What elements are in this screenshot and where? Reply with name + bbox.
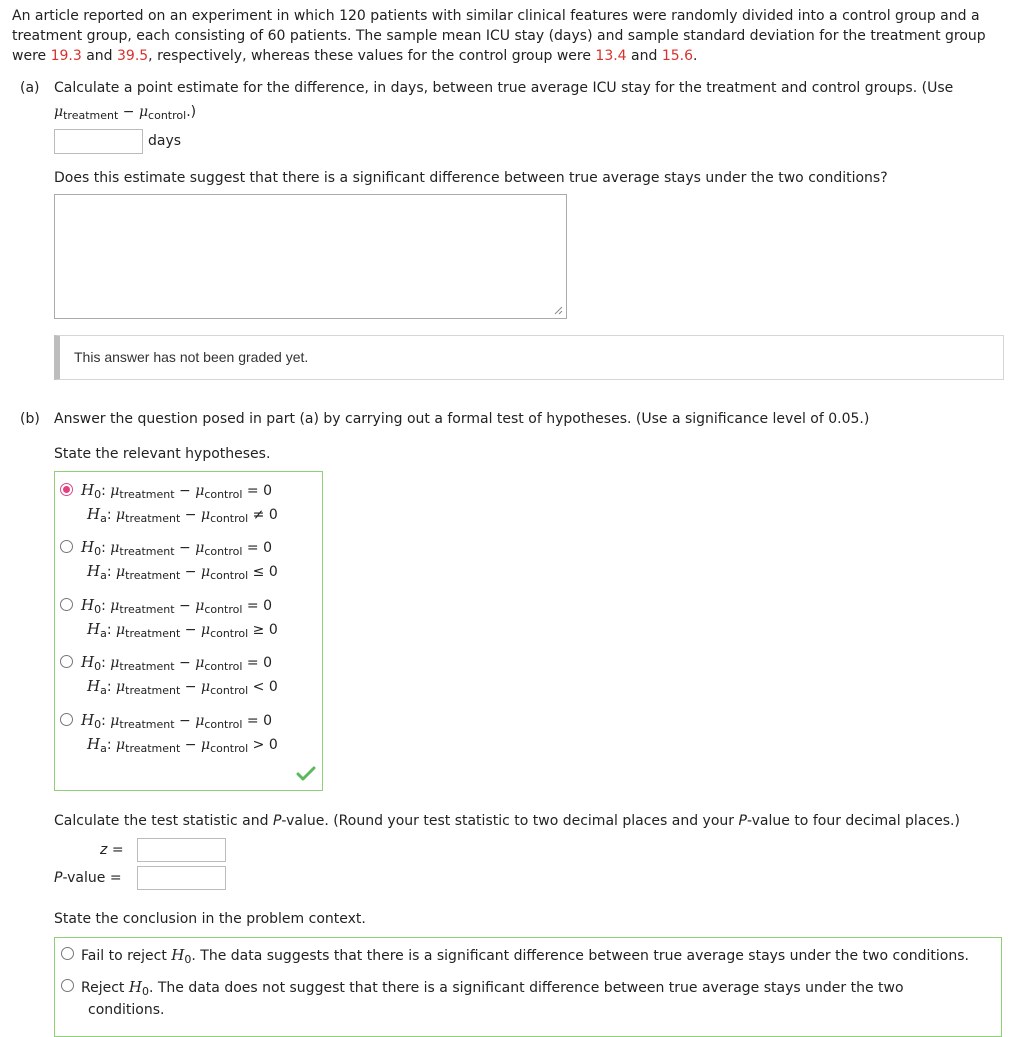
- alt-hypothesis-3[interactable]: $H_a$: $\mu_{treatment} - \mu_{control} \ge 0$: [87, 620, 278, 640]
- test-statistic-prompt: Calculate the test statistic and P-value. (Round your test statistic to two decimal places and your P-value to four decimal places.): [54, 813, 960, 829]
- z-input[interactable]: [137, 838, 226, 862]
- z-label: z =: [100, 842, 124, 858]
- part-b-question: Answer the question posed in part (a) by carrying out a formal test of hypotheses. (Use a significance level of 0.05.): [54, 411, 870, 427]
- conclusion-option-reject[interactable]: Reject $H_0$. The data does not suggest that there is a significant difference between true average stays under the two: [81, 978, 904, 998]
- alt-hypothesis-4[interactable]: $H_a$: $\mu_{treatment} - \mu_{control} < 0$: [87, 677, 278, 697]
- control-sd-value: 15.6: [661, 48, 693, 64]
- null-hypothesis-1[interactable]: $H_0$: $\mu_{treatment} - \mu_{control} = 0$: [81, 481, 272, 501]
- conclusion-radio-fail-to-reject[interactable]: [61, 947, 74, 960]
- significance-question: Does this estimate suggest that there is a significant difference between true average stays under the two conditions?: [54, 170, 888, 186]
- alt-hypothesis-5[interactable]: $H_a$: $\mu_{treatment} - \mu_{control} > 0$: [87, 735, 278, 755]
- null-hypothesis-5[interactable]: $H_0$: $\mu_{treatment} - \mu_{control} = 0$: [81, 711, 272, 731]
- part-a-formula: $\mu_{treatment} - \mu_{control}$.): [54, 104, 197, 122]
- part-a-label: (a): [20, 80, 40, 96]
- conclusion-prompt: State the conclusion in the problem context.: [54, 911, 366, 927]
- null-hypothesis-4[interactable]: $H_0$: $\mu_{treatment} - \mu_{control} = 0$: [81, 653, 272, 673]
- p-value-input[interactable]: [137, 866, 226, 890]
- treatment-sd-value: 39.5: [117, 48, 149, 64]
- conclusion-radio-reject[interactable]: [61, 979, 74, 992]
- part-b-label: (b): [20, 411, 40, 427]
- point-estimate-input[interactable]: [54, 129, 143, 154]
- resize-grip-icon[interactable]: [554, 306, 563, 315]
- hypothesis-radio-3[interactable]: [60, 598, 73, 611]
- correct-check-icon: [296, 766, 316, 782]
- alt-hypothesis-1[interactable]: $H_a$: $\mu_{treatment} - \mu_{control} \ne 0$: [87, 505, 278, 525]
- control-mean-value: 13.4: [595, 48, 627, 64]
- significance-answer-textarea[interactable]: [54, 194, 567, 319]
- hypothesis-radio-1[interactable]: [60, 483, 73, 496]
- p-value-label: P-value =: [54, 870, 122, 886]
- conclusion-option-reject-cont: conditions.: [88, 1002, 165, 1018]
- part-a-question: Calculate a point estimate for the difference, in days, between true average ICU stay for the treatment and control groups. (Use: [54, 80, 954, 96]
- hypothesis-radio-2[interactable]: [60, 540, 73, 553]
- problem-intro: An article reported on an experiment in which 120 patients with similar clinical features were randomly divided into a control group and a treatment group, each consisting of 60 patients. The sample mean ICU stay (days) and sample standard deviation for the treatment group were 19.3 and 39.5, respectively, whereas these values for the control group were 13.4 and 15.6.: [12, 8, 986, 64]
- state-hypotheses-prompt: State the relevant hypotheses.: [54, 446, 271, 462]
- alt-hypothesis-2[interactable]: $H_a$: $\mu_{treatment} - \mu_{control} \le 0$: [87, 562, 278, 582]
- null-hypothesis-3[interactable]: $H_0$: $\mu_{treatment} - \mu_{control} = 0$: [81, 596, 272, 616]
- hypothesis-radio-4[interactable]: [60, 655, 73, 668]
- grading-status: This answer has not been graded yet.: [54, 335, 1004, 380]
- days-unit-label: days: [148, 133, 182, 149]
- conclusion-option-fail-to-reject[interactable]: Fail to reject $H_0$. The data suggests that there is a significant difference between true average stays under the two conditions.: [81, 946, 969, 966]
- hypothesis-radio-5[interactable]: [60, 713, 73, 726]
- null-hypothesis-2[interactable]: $H_0$: $\mu_{treatment} - \mu_{control} = 0$: [81, 538, 272, 558]
- treatment-mean-value: 19.3: [50, 48, 82, 64]
